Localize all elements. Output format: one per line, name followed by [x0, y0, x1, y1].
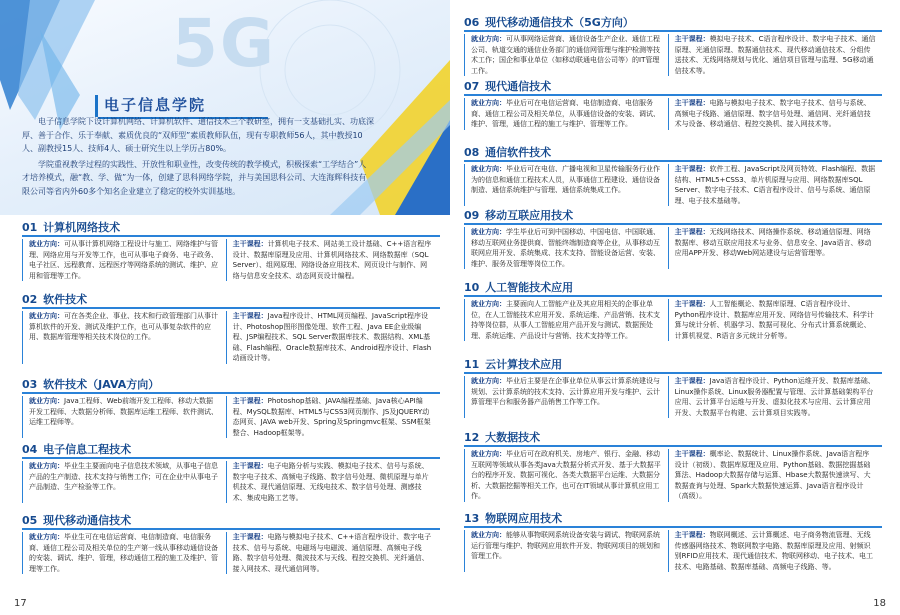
- major-section-05: [22, 513, 440, 574]
- section-header: [464, 145, 882, 162]
- courses-text: 人工智能概论、数据库原理、C语言程序设计、Python程序设计、数据库应用开发、网络信号传输技术、科学计算与统计分析、机器学习、数据可视化、分布式计算系统概论、计算机视觉、R语言多元统计分析等。: [674, 300, 874, 340]
- major-section-03: [22, 377, 440, 438]
- employment-direction: [464, 98, 668, 130]
- section-title: 人工智能技术应用: [485, 281, 574, 294]
- direction-text: 主要面向人工智能产业及其应用相关的企事业单位，在人工智能技术应用开发、系统运维、产品营销、技术支持等岗位群，从事人工智能应用产品开发与测试、数据预处理、系统运维、产品设计与营销、技术支持等工作。: [471, 300, 660, 340]
- courses-label: 主干课程：: [674, 165, 710, 173]
- direction-text: 毕业后主要是在企事业单位从事云计算系统建设与规划、云计算系统的技术支持、云计算应用开发与维护、云计算管理平台和服务器产品销售工作等工作。: [471, 377, 660, 407]
- direction-label: 就业方向：: [29, 462, 64, 470]
- courses-text: 电子电路分析与实践、模拟电子技术、信号与系统、数字电子技术、高频电子线路、数字信号处理、微机原理与单片机技术、现代通信原理、无线电技术、数字信号处理、测感技术、集成电路工艺等。: [232, 462, 429, 502]
- courses-label: 主干课程：: [232, 533, 268, 541]
- page-title: 电子信息学院: [104, 96, 207, 114]
- banner: [0, 0, 450, 215]
- main-courses: [668, 227, 882, 269]
- courses-label: 主干课程：: [674, 99, 710, 107]
- major-section-04: [22, 442, 440, 503]
- employment-direction: [464, 299, 668, 341]
- main-courses: [226, 396, 440, 438]
- direction-label: 就业方向：: [29, 240, 64, 248]
- college-intro: [22, 115, 374, 200]
- employment-direction: [464, 376, 668, 418]
- direction-text: 学生毕业后可到中国移动、中国电信、中国联通、移动互联网业务提供商、智能终端制造商等企业，从事移动互联网应用开发、系统集成、技术支持、智能设备运营、安装、维护、服务及管理等岗位工作。: [471, 228, 660, 268]
- major-section-07: [464, 79, 882, 130]
- direction-label: 就业方向：: [471, 531, 506, 539]
- courses-label: 主干课程：: [674, 228, 710, 236]
- employment-direction: [464, 164, 668, 206]
- courses-text: 概率论、数据统计、Linux操作系统、Java语言程序设计（初级）、数据库原理及应用、Python基础、数据挖掘基础算法、Hadoop大数据存储与运算、Hbase大数据快速读写、大数据查询与处理、Spark大数据快速运算、Java语言程序设计（高级）。: [674, 450, 871, 501]
- major-section-10: [464, 280, 882, 341]
- section-number: 04: [22, 443, 38, 456]
- direction-text: 可从事计算机网络工程设计与施工、网络维护与管理、网络应用与开发等工作，也可从事电子商务、电子政务、电子社区、远程教育、远程医疗等网络系统的测试、维护、应用和管理等工作。: [29, 240, 218, 280]
- direction-label: 就业方向：: [471, 377, 506, 385]
- major-section-06: [464, 15, 882, 76]
- employment-direction: [464, 227, 668, 269]
- courses-text: 无线网络技术、网络操作系统、移动通信原理、网络数据库、移动互联应用技术与业务、信息安全、Java语言、移动应用APP开发、移动Web网站建设与运营管理等。: [674, 228, 872, 258]
- section-header: [464, 208, 882, 225]
- employment-direction: [22, 311, 226, 364]
- right-page: [450, 0, 900, 615]
- direction-label: 就业方向：: [29, 533, 64, 541]
- major-section-02: [22, 292, 440, 364]
- section-title: 通信软件技术: [485, 146, 552, 159]
- college-title-box: [95, 95, 206, 117]
- page-number-right: 18: [873, 598, 886, 609]
- employment-direction: [22, 461, 226, 503]
- main-courses: [668, 164, 882, 206]
- section-title: 物联网应用技术: [485, 512, 563, 525]
- section-number: 11: [464, 358, 480, 371]
- major-section-12: [464, 430, 882, 502]
- section-title: 软件技术（JAVA方向）: [43, 378, 160, 391]
- courses-text: 电路与模拟电子技术、C++语言程序设计、数字电子技术、信号与系统、电磁场与电磁波、通信原理、高频电子线路、数字信号处理、微波技术与天线、程控交换机、光纤通信、接入网技术、现代通信网等。: [232, 533, 432, 573]
- main-courses: [226, 311, 440, 364]
- courses-label: 主干课程：: [232, 312, 268, 320]
- section-header: [22, 220, 440, 237]
- section-title: 现代移动通信技术（5G方向）: [485, 16, 634, 29]
- direction-text: 毕业生可在电信运营商、电信制造商、电信服务商、通信工程公司及相关单位的生产第一线从事移动通信设备的安装、调试、维护、管理，移动通信工程的施工及维护、管理等工作。: [29, 533, 218, 573]
- direction-label: 就业方向：: [471, 228, 506, 236]
- intro-paragraph-1: 电子信息学院下设计算机网络、计算机软件、通信技术三个教研室，拥有一支基础扎实、功底深厚、善于合作、乐于奉献、素质优良的“双师型”素质教师队伍，现有专职教师56人，其中教授10人、副教授15人、技师4人、硕士研究生以上学历占80%。: [22, 117, 374, 153]
- employment-direction: [464, 449, 668, 502]
- section-number: 09: [464, 209, 480, 222]
- intro-paragraph-2: 学院重视教学过程的实践性、开放性和职业性，改变传统的教学模式，积极探索“工学结合”人才培养模式，融“教、学、做”为一体，创建了思科网络学院，并与美国思科公司、大连海辉科技有限公司等省内外60多个知名企业建立了稳定的校外实训基地。: [22, 159, 367, 196]
- section-number: 02: [22, 293, 38, 306]
- direction-label: 就业方向：: [471, 165, 506, 173]
- courses-label: 主干课程：: [674, 450, 710, 458]
- section-number: 01: [22, 221, 38, 234]
- courses-label: 主干课程：: [674, 531, 710, 539]
- direction-label: 就业方向：: [471, 99, 506, 107]
- courses-text: Photoshop基础、JAVA编程基础、Java核心API编程、MySQL数据库、HTML5与CSS3网页制作、JS及JQUERY动态网页、JAVA web开发、Spring及Springmvc框架、SSM框架整合、Hadoop框架等。: [232, 397, 431, 437]
- section-number: 08: [464, 146, 480, 159]
- courses-text: Java程序设计、HTML网页编程、JavaScript程序设计、Photoshop图形图像处理、软件工程、Java EE企业级编程、JSP编程技术、SQL Server数据库技术、数据结构、XML基础、Flash编程、Oracle数据库技术、Android程序设计、Flash动画设计等。: [232, 312, 432, 363]
- main-courses: [668, 530, 882, 572]
- employment-direction: [22, 239, 226, 281]
- direction-text: 可在各类企业、事业、技术和行政管理部门从事计算机软件的开发、测试及维护工作，也可从事复杂软件的应用、数据库管理等相关技术岗位的工作。: [29, 312, 218, 342]
- section-number: 03: [22, 378, 38, 391]
- major-section-13: [464, 511, 882, 572]
- courses-label: 主干课程：: [232, 462, 268, 470]
- courses-text: 电路与模拟电子技术、数字电子技术、信号与系统、高频电子线路、通信原理、数字信号处理、通信网、光纤通信技术与设备、移动通信、程控交换机、接入网技术等。: [674, 99, 871, 129]
- section-header: [464, 511, 882, 528]
- courses-label: 主干课程：: [232, 240, 268, 248]
- direction-text: 毕业后可在电信、广播电视和卫星传输服务行业作为的信息和通信工程技术人员，从事通信工程建设、通信设备制造、通信系统维护与管理、通信系统集成工作。: [471, 165, 660, 195]
- courses-label: 主干课程：: [674, 377, 710, 385]
- main-courses: [226, 239, 440, 281]
- major-section-01: [22, 220, 440, 281]
- main-courses: [226, 532, 440, 574]
- courses-label: 主干课程：: [674, 35, 710, 43]
- employment-direction: [464, 34, 668, 76]
- banner-5g-graphic-text: 5G: [172, 5, 277, 82]
- section-header: [464, 15, 882, 32]
- direction-text: 可从事网络运营商、通信设备生产企业、通信工程公司、轨道交通的通信业务部门的通信网管理与维护检测等技术工作；国企和事业单位（如移动联通电信公司等）的IT管理工作。: [471, 35, 660, 75]
- direction-label: 就业方向：: [471, 300, 506, 308]
- section-title: 现代通信技术: [485, 80, 552, 93]
- major-section-08: [464, 145, 882, 206]
- section-title: 计算机网络技术: [43, 221, 121, 234]
- section-header: [22, 377, 440, 394]
- direction-text: 能够从事物联网系统设备安装与调试、物联网系统运行管理与维护、物联网应用软件开发、物联网项目的规划和管理工作。: [471, 531, 660, 561]
- courses-text: Java语言程序设计、Python运维开发、数据库基础、Linux操作系统、Linux服务器配置与管理、云计算基础架构平台应用、云计算平台运维与开发、虚拟化技术与应用、云计算应用开发、大数据平台构建、云计算项目实践等。: [674, 377, 875, 417]
- direction-label: 就业方向：: [29, 397, 64, 405]
- main-courses: [668, 34, 882, 76]
- section-title: 软件技术: [43, 293, 88, 306]
- page-number-left: 17: [14, 598, 27, 609]
- section-title: 现代移动通信技术: [43, 514, 132, 527]
- section-number: 06: [464, 16, 480, 29]
- direction-label: 就业方向：: [471, 450, 506, 458]
- courses-label: 主干课程：: [232, 397, 268, 405]
- major-section-09: [464, 208, 882, 269]
- employment-direction: [464, 530, 668, 572]
- courses-text: 软件工程、JavaScript及网页特效、Flash编程、数据结构、HTML5+CSS3、单片机原理与应用、网络数据库SQL Server、数字电子技术、C语言程序设计、信号与系统、通信原理、电子技术基础等。: [674, 165, 876, 205]
- courses-text: 模拟电子技术、C语言程序设计、数字电子技术、通信原理、光通信原理、数据通信技术、现代移动通信技术、分组传送技术、无线网络规划与优化、通信项目管理与监理、5G移动通信技术等。: [674, 35, 876, 75]
- section-title: 云计算技术应用: [485, 358, 563, 371]
- main-courses: [668, 98, 882, 130]
- section-title: 大数据技术: [485, 431, 541, 444]
- employment-direction: [22, 532, 226, 574]
- section-header: [22, 442, 440, 459]
- section-header: [464, 280, 882, 297]
- main-courses: [226, 461, 440, 503]
- main-courses: [668, 376, 882, 418]
- employment-direction: [22, 396, 226, 438]
- section-header: [464, 357, 882, 374]
- direction-text: 毕业后可在政府机关、房地产、银行、金融、移动互联网等领域从事各类Java大数据分析式开发、基于大数据平台的程序开发、数据可视化、各类大数据平台运维、大数据分析、大数据挖掘等相关工作，也可在IT领域从事计算机应用工作。: [471, 450, 661, 501]
- courses-label: 主干课程：: [674, 300, 710, 308]
- courses-text: 物联网概述、云计算概述、电子商务物流管理、无线传感器网络技术、物联网数字电路、数据库原理及应用、射频识别RFID应用技术、现代通信技术、物联网移动、电子技术、电工技术、电路基础、数据库基础、高频电子线路、等。: [674, 531, 874, 571]
- courses-text: 计算机电子技术、网站美工设计基础、C++语言程序设计、数据库原理及应用、计算机网络技术、网络数据库（SQL Server）、组网原理、网络设备应用技术、网页设计与制作、网络与信息安全技术、动态网页设计编程。: [232, 240, 432, 280]
- section-header: [22, 513, 440, 530]
- direction-text: 毕业后可在电信运营商、电信制造商、电信服务商、通信工程公司及相关单位，从事通信设备的安装、调试、维护、管理，通信工程的施工与维护、管理等工作。: [471, 99, 660, 129]
- section-number: 13: [464, 512, 480, 525]
- direction-label: 就业方向：: [471, 35, 506, 43]
- section-header: [464, 430, 882, 447]
- section-number: 07: [464, 80, 480, 93]
- major-section-11: [464, 357, 882, 418]
- section-number: 12: [464, 431, 480, 444]
- section-header: [464, 79, 882, 96]
- direction-text: 毕业生主要面向电子信息技术领域，从事电子信息产品的生产制造、技术支持与销售工作；可在企业中从事电子产品制造、生产检验等工作。: [29, 462, 218, 492]
- section-number: 10: [464, 281, 480, 294]
- main-courses: [668, 449, 882, 502]
- main-courses: [668, 299, 882, 341]
- section-number: 05: [22, 514, 38, 527]
- section-title: 电子信息工程技术: [43, 443, 132, 456]
- direction-text: Java工程师、Web前端开发工程师、移动大数据开发工程师、大数据分析师、数据库运维工程师、软件测试、运维工程师等。: [29, 397, 218, 427]
- direction-label: 就业方向：: [29, 312, 64, 320]
- section-header: [22, 292, 440, 309]
- section-title: 移动互联应用技术: [485, 209, 574, 222]
